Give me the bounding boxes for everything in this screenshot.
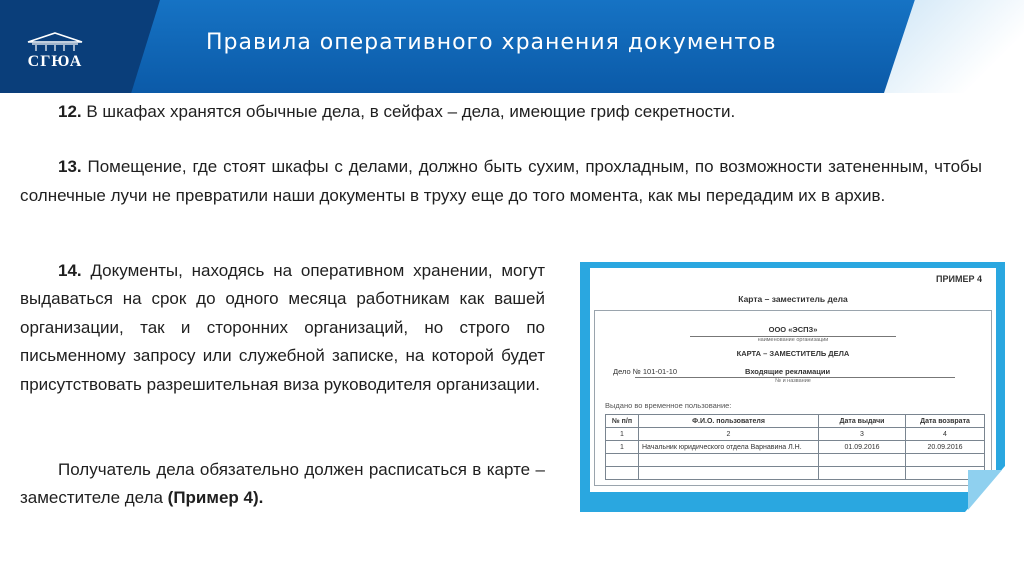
table-cell: [606, 454, 639, 467]
table-header-cell: Ф.И.О. пользователя: [639, 415, 819, 428]
table-cell: 1: [606, 441, 639, 454]
case-caption: № и название: [775, 378, 811, 384]
paragraph-12: [20, 97, 1000, 126]
example-card: [580, 262, 1005, 512]
building-icon: [26, 32, 84, 52]
case-number: Дело № 101-01-10: [613, 367, 678, 376]
replacement-card-document: [594, 310, 992, 486]
table-cell: [639, 454, 819, 467]
paragraph-recipient: [20, 456, 545, 513]
table-cell: [906, 454, 985, 467]
organization-name: ООО «ЭСПЗ»: [768, 325, 818, 334]
document-heading: КАРТА – ЗАМЕСТИТЕЛЬ ДЕЛА: [736, 349, 850, 358]
table-row: [606, 441, 985, 454]
logo: [18, 32, 92, 78]
table-cell: [606, 467, 639, 480]
paragraph-13-number: 13.: [58, 157, 82, 176]
table-cell: [819, 467, 906, 480]
paragraph-12-number: 12.: [58, 102, 82, 121]
table-cell: 20.09.2016: [906, 441, 985, 454]
paragraph-12-text: В шкафах хранятся обычные дела, в сейфах – дела, имеющие гриф секретности.: [81, 102, 736, 121]
table-header-cell: Дата выдачи: [819, 415, 906, 428]
issue-table: [605, 414, 985, 480]
case-title: Входящие рекламации: [745, 367, 831, 376]
paragraph-recipient-text: Получатель дела обязательно должен расписаться в карте – заместителе дела: [20, 460, 545, 508]
table-header-row: [606, 415, 985, 428]
logo-text: СГЮА: [27, 53, 83, 70]
table-header-cell: Дата возврата: [906, 415, 985, 428]
page-title: Правила оперативного хранения документов: [206, 30, 777, 55]
table-row-empty: [606, 467, 985, 480]
table-cell: 1: [606, 428, 639, 441]
example-card-title: Карта – заместитель дела: [738, 294, 848, 304]
table-row-empty: [606, 454, 985, 467]
table-cell: 01.09.2016: [819, 441, 906, 454]
table-cell: 3: [819, 428, 906, 441]
example-label: ПРИМЕР 4: [936, 274, 982, 284]
table-cell: [639, 467, 819, 480]
paragraph-13: [20, 152, 982, 210]
paragraph-13-text: Помещение, где стоят шкафы с делами, должно быть сухим, прохладным, по возможности затененным, чтобы солнечные лучи не превратили наши документы в труху еще до того момента, как мы передадим их в архив.: [20, 157, 982, 205]
paragraph-14: [20, 257, 545, 399]
issued-label: Выдано во временное пользование:: [605, 401, 732, 410]
table-header-cell: № п/п: [606, 415, 639, 428]
table-number-row: [606, 428, 985, 441]
table-cell: 4: [906, 428, 985, 441]
paragraph-14-text: Документы, находясь на оперативном хранении, могут выдаваться на срок до одного месяца работникам как вашей организации, так и сторонних организаций, но строго по письменному запросу или служебной записке, на которой будет присутствовать разрешительная виза руководителя организации.: [20, 261, 545, 394]
header: [0, 0, 1024, 93]
table-cell: 2: [639, 428, 819, 441]
example-card-sheet: [590, 268, 996, 492]
table-cell: [819, 454, 906, 467]
paragraph-14-number: 14.: [58, 261, 82, 280]
table-cell: Начальник юридического отдела Варнавина Л.Н.: [639, 441, 819, 454]
example-reference: (Пример 4).: [167, 488, 264, 508]
organization-caption: наименование организации: [757, 337, 829, 343]
